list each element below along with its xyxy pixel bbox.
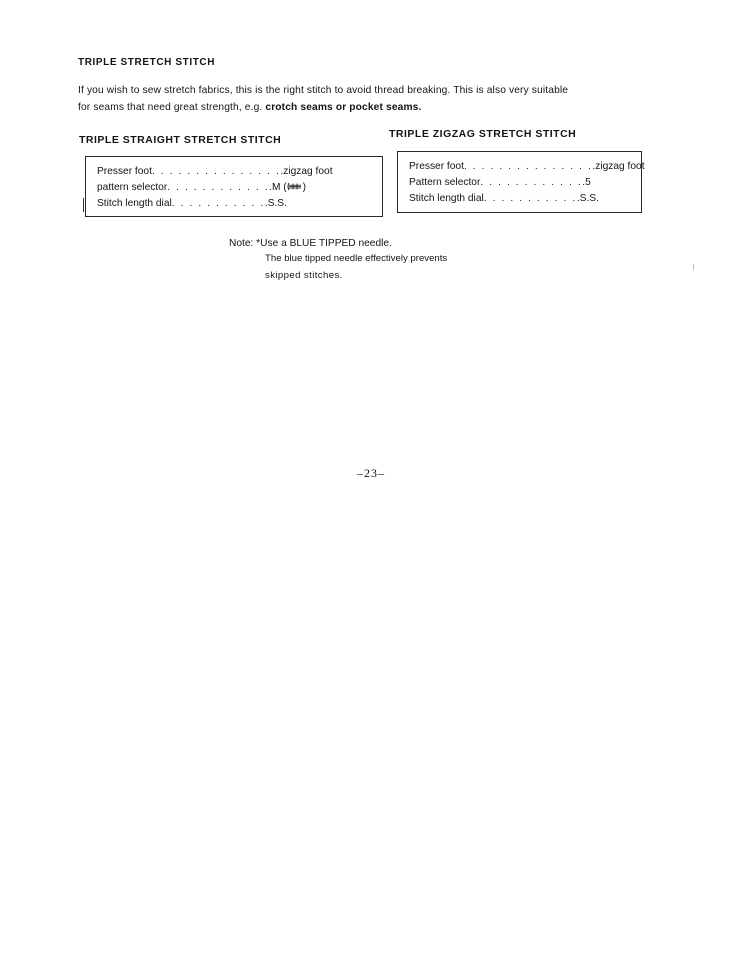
pattern-selector-value: .5: [582, 177, 591, 188]
intro-paragraph: [78, 82, 658, 116]
intro-line-1: If you wish to sew stretch fabrics, this is the right stitch to avoid thread breaking. This is also very suitable: [78, 85, 569, 96]
stitch-length-value: .S.S.: [264, 198, 287, 209]
straight-settings-box: [85, 156, 383, 217]
presser-foot-label: Presser foot: [97, 166, 152, 177]
note-line-2: The blue tipped needle effectively prevents: [265, 253, 448, 264]
stitch-length-label: Stitch length dial: [409, 193, 484, 204]
triple-straight-stitch-icon: [287, 182, 303, 191]
note-line-3: skipped stitches.: [265, 270, 343, 281]
presser-foot-value: .zigzag foot: [592, 161, 645, 172]
stitch-length-row: [409, 191, 599, 206]
leader-dots: . . . . . . . . . . . . . . .: [151, 166, 281, 177]
leader-dots: . . . . . . . . . . .: [171, 198, 265, 209]
presser-foot-value: .zigzag foot: [280, 166, 333, 177]
pattern-selector-label: pattern selector: [97, 182, 168, 193]
stitch-length-row: [97, 196, 287, 211]
pattern-selector-row: [409, 175, 591, 190]
presser-foot-label: Presser foot: [409, 161, 464, 172]
stitch-length-value: .S.S.: [576, 193, 599, 204]
leader-dots: . . . . . . . . . . . .: [167, 182, 270, 193]
leader-dots: . . . . . . . . . . . . . . .: [463, 161, 593, 172]
box-edge-mark: [83, 198, 84, 212]
section-title: TRIPLE STRETCH STITCH: [78, 57, 216, 68]
zigzag-stretch-heading: TRIPLE ZIGZAG STRETCH STITCH: [389, 128, 577, 140]
pattern-selector-label: Pattern selector: [409, 177, 481, 188]
scan-speck: [693, 264, 694, 270]
intro-line-2: [78, 99, 658, 116]
stitch-length-label: Stitch length dial: [97, 198, 172, 209]
page-number: –23–: [357, 466, 385, 480]
leader-dots: . . . . . . . . . . . .: [480, 177, 583, 188]
pattern-selector-value-end: ): [302, 182, 307, 193]
leader-dots: . . . . . . . . . . .: [483, 193, 577, 204]
pattern-selector-row: [97, 180, 306, 195]
straight-stretch-heading: TRIPLE STRAIGHT STRETCH STITCH: [79, 134, 282, 146]
intro-line-2-emphasis: crotch seams or pocket seams.: [265, 102, 422, 113]
presser-foot-row: [409, 159, 645, 174]
presser-foot-row: [97, 164, 333, 179]
note-line-1: Note: *Use a BLUE TIPPED needle.: [229, 238, 392, 249]
pattern-selector-value: .M (: [269, 182, 287, 193]
zigzag-settings-box: [397, 151, 645, 213]
intro-line-2-prefix: for seams that need great strength, e.g.: [78, 102, 266, 113]
